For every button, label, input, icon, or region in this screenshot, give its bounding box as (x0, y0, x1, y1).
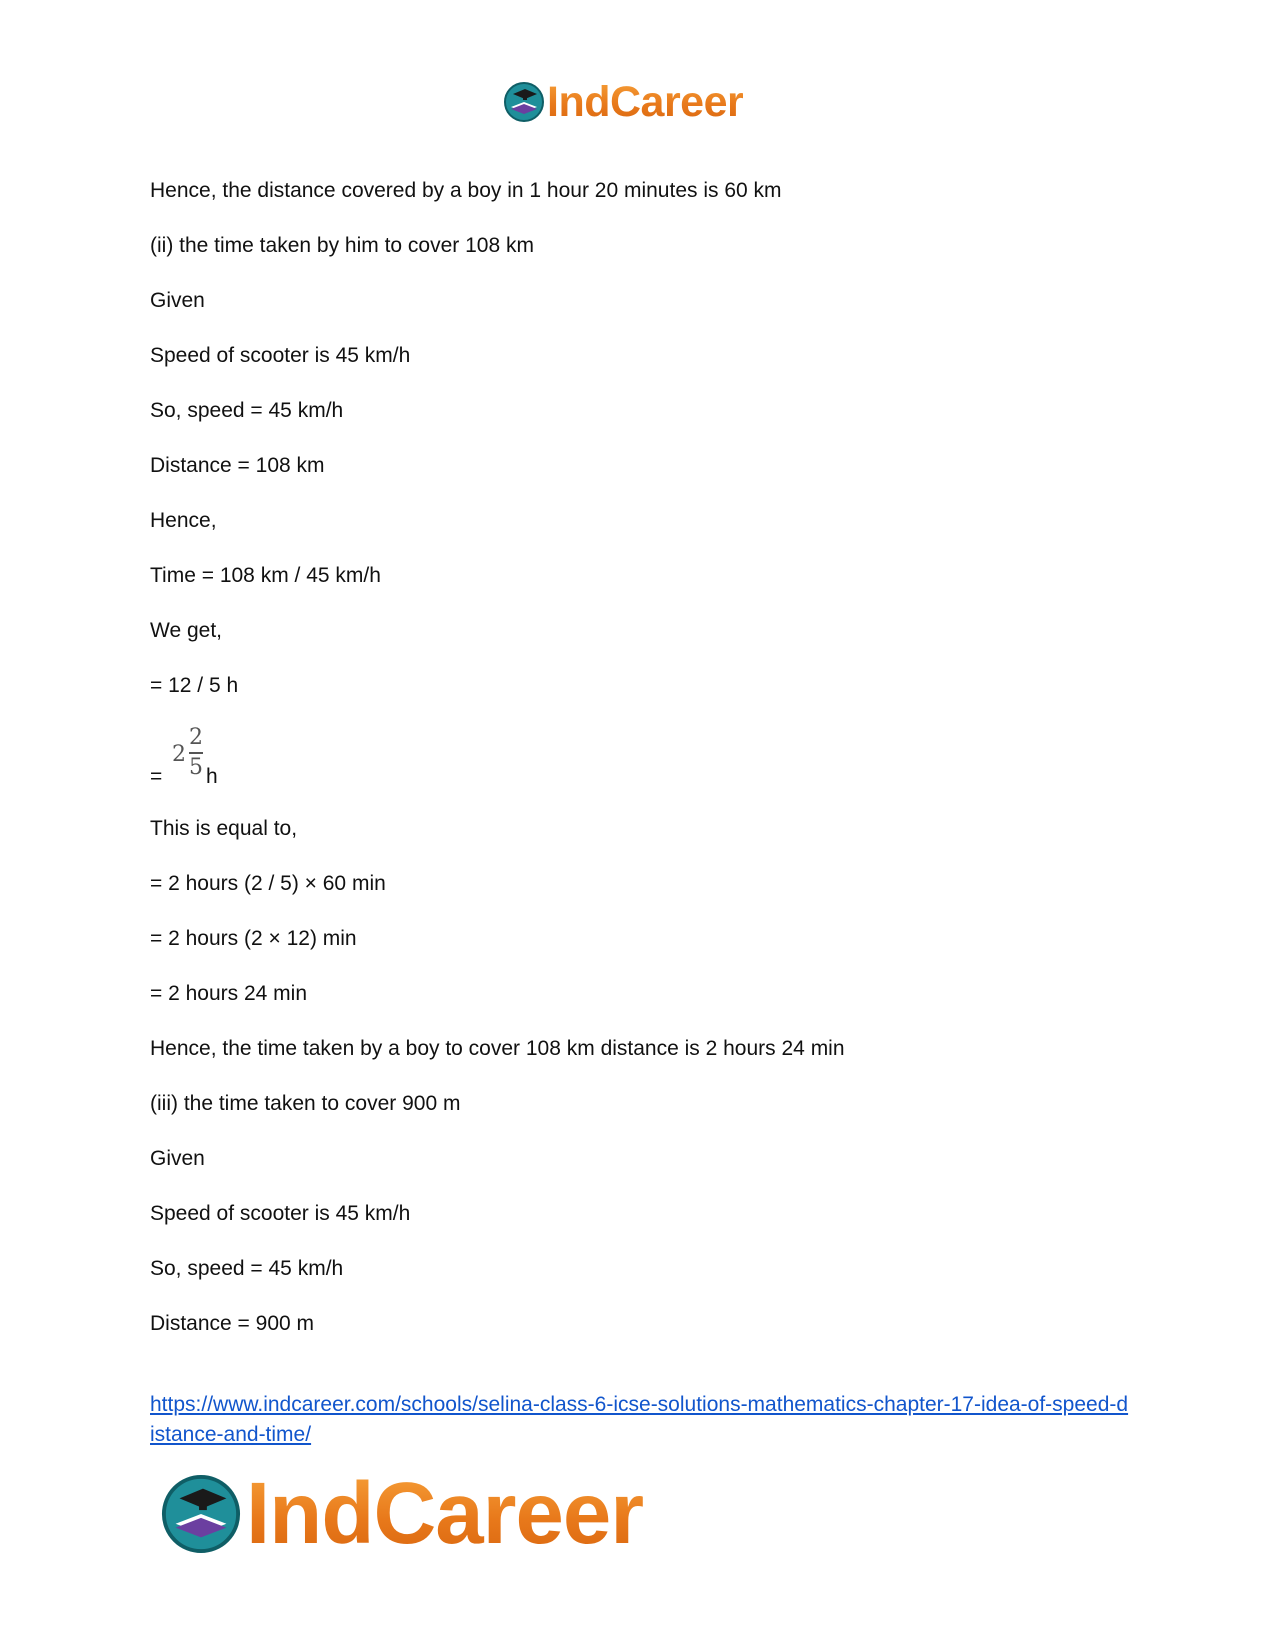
globe-book-icon (160, 1473, 242, 1555)
text-line: Hence, (150, 509, 217, 532)
footer-logo (160, 1466, 643, 1562)
text-line: We get, (150, 619, 222, 642)
fraction (189, 726, 203, 780)
text-line: This is equal to, (150, 817, 298, 840)
text-line: = 2 hours (2 / 5) × 60 min (150, 872, 386, 895)
document-body (150, 176, 1130, 1364)
text-line: Speed of scooter is 45 km/h (150, 1202, 411, 1225)
fraction-bar (189, 752, 203, 754)
text-line: = 2 hours (2 × 12) min (150, 927, 357, 950)
equals-sign: = (150, 765, 163, 788)
text-line: (iii) the time taken to cover 900 m (150, 1092, 461, 1115)
globe-book-icon (503, 81, 545, 123)
fraction-numerator: 2 (189, 725, 203, 750)
text-line: = 2 hours 24 min (150, 982, 308, 1005)
fraction-unit: h (206, 765, 218, 788)
text-line: So, speed = 45 km/h (150, 399, 344, 422)
text-line: Given (150, 1147, 205, 1170)
text-line: Distance = 900 m (150, 1312, 315, 1335)
source-link[interactable]: https://www.indcareer.com/schools/selina-class-6-icse-solutions-mathematics-chapter-17-idea-of-speed-distance-and-time/ (150, 1393, 1129, 1446)
mixed-fraction-line (150, 726, 1130, 790)
text-line: Time = 108 km / 45 km/h (150, 564, 381, 587)
text-line: Given (150, 289, 205, 312)
mixed-fraction (172, 726, 203, 780)
text-line: (ii) the time taken by him to cover 108 km (150, 234, 534, 257)
logo-wordmark: IndCareer (246, 1465, 644, 1562)
logo-wordmark: IndCareer (547, 78, 744, 126)
text-line: Hence, the time taken by a boy to cover 108 km distance is 2 hours 24 min (150, 1037, 845, 1060)
fraction-denominator: 5 (189, 754, 203, 780)
text-line: Distance = 108 km (150, 454, 325, 477)
header-logo (503, 78, 743, 126)
text-line: = 12 / 5 h (150, 674, 239, 697)
text-line: Hence, the distance covered by a boy in 1 hour 20 minutes is 60 km (150, 179, 782, 202)
fraction-whole: 2 (172, 742, 186, 768)
text-line: So, speed = 45 km/h (150, 1257, 344, 1280)
text-line: Speed of scooter is 45 km/h (150, 344, 411, 367)
